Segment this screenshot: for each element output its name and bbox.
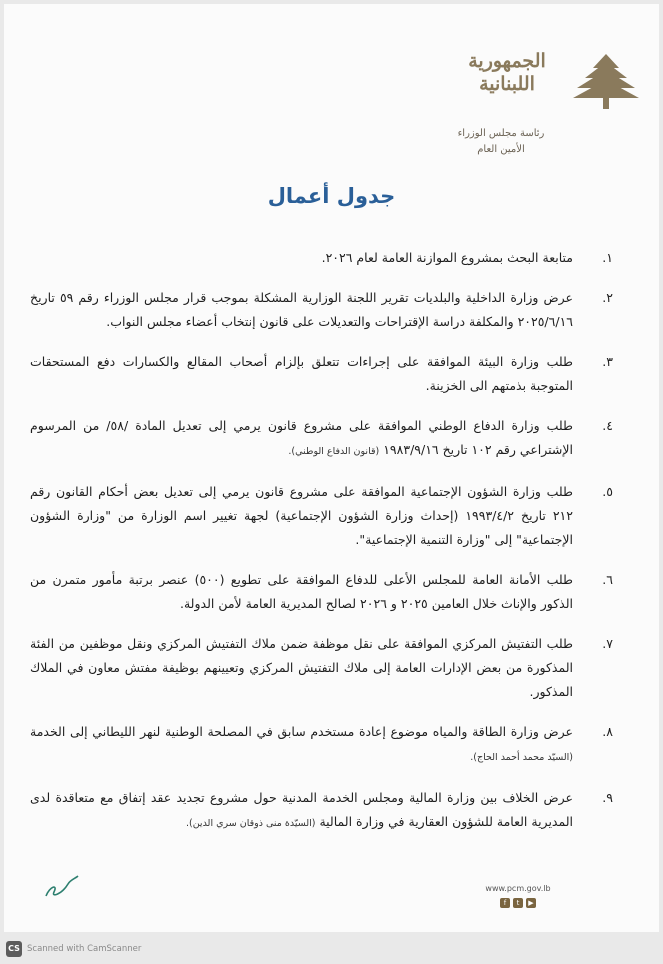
agenda-item-text: عرض الخلاف بين وزارة المالية ومجلس الخدمة المدنية حول مشروع تجديد عقد إتفاق مع متعاقدة لدى المديرية العامة للشؤون العقارية في وزارة المالية <box>30 790 573 829</box>
agenda-list <box>30 246 613 852</box>
signature-mark <box>42 872 82 902</box>
agenda-item-number: ٦. <box>602 572 613 587</box>
camscanner-watermark <box>6 941 141 957</box>
agenda-item-number: ٨. <box>602 724 613 739</box>
agenda-item-text: عرض وزارة الداخلية والبلديات تقرير اللجنة الوزارية المشكلة بموجب قرار مجلس الوزراء رقم ٥٩ تاريخ ٢٠٢٥/٦/١٦ والمكلفة دراسة الإقتراحات والتعديلات على قانون إنتخاب أعضاء مجلس النواب. <box>30 290 573 329</box>
agenda-item <box>30 720 613 770</box>
youtube-icon: ▶ <box>526 898 536 908</box>
agenda-item <box>30 568 613 616</box>
agenda-item-note: (السيّدة منى ذوقان سري الدين). <box>185 818 316 829</box>
agenda-item <box>30 350 613 398</box>
agenda-item-number: ٤. <box>602 418 613 433</box>
agenda-item-text: طلب وزارة الدفاع الوطني الموافقة على مشروع قانون يرمي إلى تعديل المادة /٥٨/ من المرسوم الإشتراعي رقم ١٠٢ تاريخ ١٩٨٣/٩/١٦ <box>30 418 573 457</box>
agenda-item <box>30 480 613 552</box>
camscanner-label: Scanned with CamScanner <box>27 944 142 954</box>
social-icons <box>478 898 558 908</box>
republic-line-1: الجمهورية <box>468 50 546 72</box>
letterhead <box>441 44 641 174</box>
facebook-icon: f <box>500 898 510 908</box>
agenda-item-number: ٧. <box>602 636 613 651</box>
republic-title <box>447 50 567 96</box>
cedar-emblem-icon <box>571 52 641 112</box>
agenda-item-note: (السيّد محمد أحمد الحاج). <box>470 752 573 763</box>
camscanner-logo-icon: CS <box>6 941 22 957</box>
document-page <box>4 4 659 932</box>
agenda-item <box>30 414 613 464</box>
website-url: www.pcm.gov.lb <box>485 884 551 893</box>
agenda-item-number: ١. <box>602 250 613 265</box>
agenda-item-number: ٢. <box>602 290 613 305</box>
presidency-label: رئاسة مجلس الوزراء <box>457 128 545 139</box>
agenda-item-text: متابعة البحث بمشروع الموازنة العامة لعام ٢٠٢٦. <box>321 250 573 265</box>
agenda-item <box>30 286 613 334</box>
agenda-item <box>30 786 613 836</box>
agenda-item-number: ٥. <box>602 484 613 499</box>
agenda-item-note: (قانون الدفاع الوطني). <box>288 446 380 457</box>
agenda-item <box>30 632 613 704</box>
agenda-item-text: عرض وزارة الطاقة والمياه موضوع إعادة مستخدم سابق في المصلحة الوطنية لنهر الليطاني إلى الخدمة <box>30 724 573 739</box>
agenda-item-text: طلب التفتيش المركزي الموافقة على نقل موظفة ضمن ملاك التفتيش المركزي ونقل موظفين من الفئة المذكورة من بعض الإدارات العامة إلى ملاك التفتيش المركزي وتعيينهم بوظيفة مفتش معاون في الملاك المذكور. <box>30 636 573 699</box>
presidency-block <box>441 126 561 158</box>
agenda-item-text: طلب الأمانة العامة للمجلس الأعلى للدفاع الموافقة على تطويع (٥٠٠) عنصر برتبة مأمور متمرن من الذكور والإناث خلال العامين ٢٠٢٥ و ٢٠٢٦ لصالح المديرية العامة لأمن الدولة. <box>30 572 573 611</box>
agenda-item-number: ٩. <box>602 790 613 805</box>
agenda-item-text: طلب وزارة الشؤون الإجتماعية الموافقة على مشروع قانون يرمي إلى تعديل بعض أحكام القانون رقم ٢١٢ تاريخ ١٩٩٣/٤/٢ (إحداث وزارة الشؤون الإجتماعية) لجهة تغيير اسم الوزارة من "وزارة الشؤون الإجتماعية" إلى "وزارة التنمية الإجتماعية". <box>30 484 573 547</box>
agenda-item-text: طلب وزارة البيئة الموافقة على إجراءات تتعلق بإلزام أصحاب المقالع والكسارات دفع المستحقات المتوجبة بذمتهم الى الخزينة. <box>30 354 573 393</box>
secretary-general-label: الأمين العام <box>477 144 525 155</box>
agenda-item-number: ٣. <box>602 354 613 369</box>
footer <box>478 884 558 908</box>
document-title: جدول أعمال <box>267 184 396 208</box>
twitter-icon: t <box>513 898 523 908</box>
agenda-item <box>30 246 613 270</box>
republic-line-2: اللبنانية <box>479 73 535 95</box>
